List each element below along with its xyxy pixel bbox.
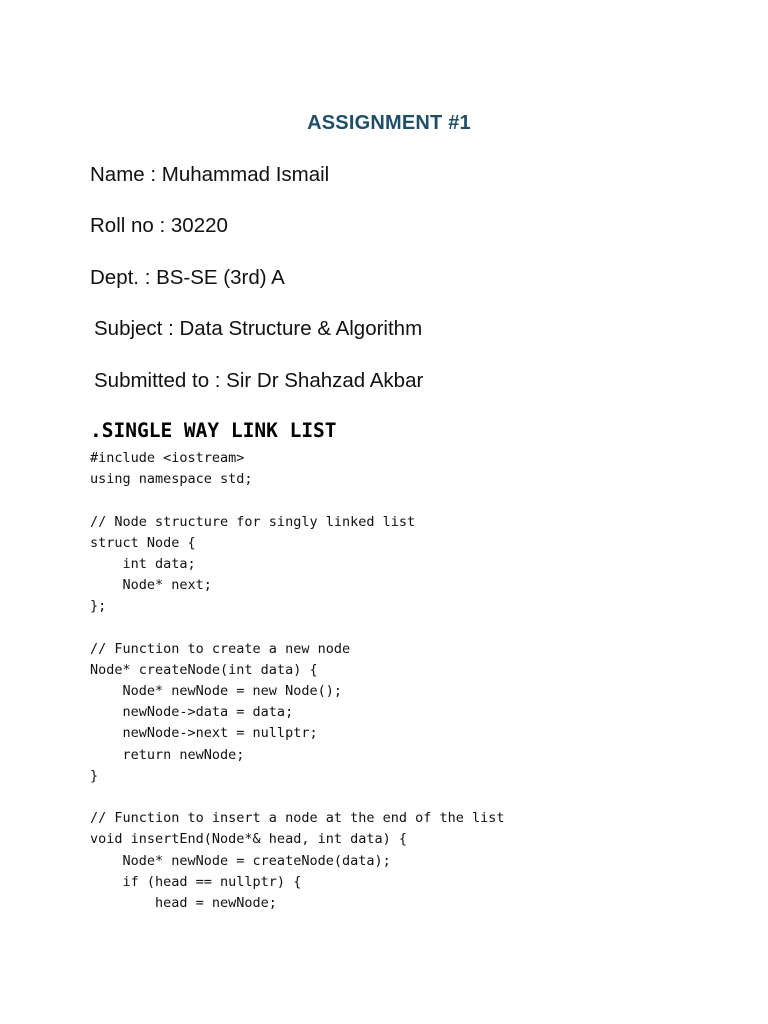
code-line — [90, 490, 505, 511]
department: Dept. : BS-SE (3rd) A — [90, 266, 285, 289]
code-line: newNode->data = data; — [90, 704, 294, 721]
code-line: return newNode; — [90, 746, 245, 763]
code-line: int data; — [90, 555, 196, 572]
code-line — [90, 618, 505, 639]
code-line: #include <iostream> — [90, 450, 245, 466]
code-line: void insertEnd(Node*& head, int data) { — [90, 831, 407, 848]
section-heading: .SINGLE WAY LINK LIST — [90, 419, 337, 442]
code-line: if (head == nullptr) { — [90, 873, 302, 890]
subject: Subject : Data Structure & Algorithm — [94, 317, 423, 340]
code-line: head = newNode; — [90, 894, 277, 911]
code-line: newNode->next = nullptr; — [90, 725, 318, 742]
code-line: // Function to create a new node — [90, 640, 351, 657]
code-line: struct Node { — [90, 534, 196, 551]
submitted-to: Submitted to : Sir Dr Shahzad Akbar — [94, 369, 424, 392]
code-line: Node* next; — [90, 577, 212, 594]
roll-number: Roll no : 30220 — [90, 214, 228, 237]
assignment-title: ASSIGNMENT #1 — [307, 112, 471, 134]
code-line: // Function to insert a node at the end of the list — [90, 810, 505, 827]
code-line: Node* createNode(int data) { — [90, 661, 318, 678]
code-line: }; — [90, 598, 107, 615]
code-block — [90, 448, 505, 914]
code-line — [90, 787, 505, 808]
code-line: Node* newNode = new Node(); — [90, 683, 342, 700]
student-name: Name : Muhammad Ismail — [90, 163, 330, 186]
code-line: Node* newNode = createNode(data); — [90, 852, 391, 869]
code-line: // Node structure for singly linked list — [90, 513, 416, 530]
code-line: } — [90, 767, 99, 784]
code-line: using namespace std; — [90, 471, 253, 488]
